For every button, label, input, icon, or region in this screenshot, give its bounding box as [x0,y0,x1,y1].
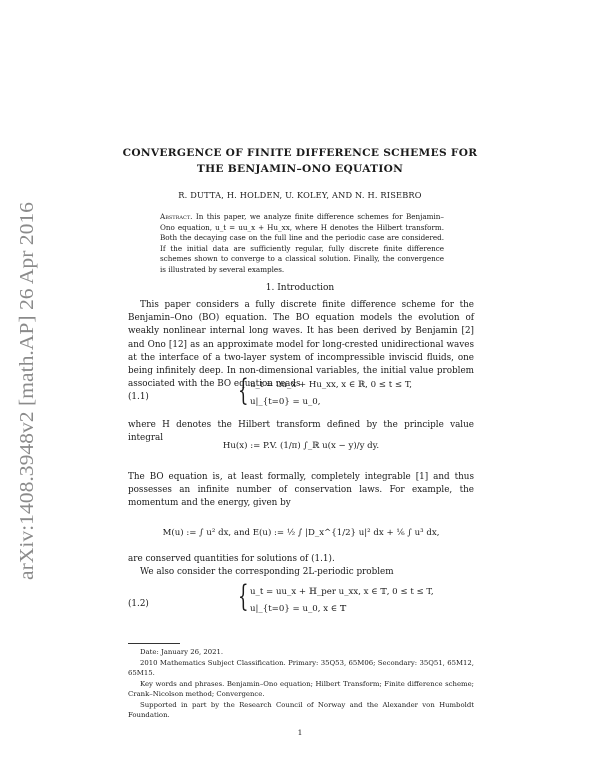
equation-1-1-line-2: u|_{t=0} = u_0, [250,397,321,407]
paper-title [100,145,500,177]
arxiv-stamp [6,200,42,580]
abstract-text: In this paper, we analyze finite difference schemes for Benjamin–Ono equation, u_t = uu_x + Hu_xx, where H denotes the Hilbert transform. Both the decaying case on the full line and the periodic case are considered. If the initial data are sufficiently regular, fully discrete finite difference schemes shown to converge to a classical solution. Finally, the convergence is illustrated by several examples. [160,212,444,274]
arxiv-stamp-svg [6,200,42,580]
footnote-rule [128,643,180,644]
footnote-msc: 2010 Mathematics Subject Classification. Primary: 35Q53, 65M06; Secondary: 35Q51, 65M12, 65M15. [128,659,474,677]
paragraph-conservation: The BO equation is, at least formally, completely integrable [1] and thus possesses an infinite number of conservation laws. For example, the momentum and the energy, given by [128,472,474,509]
arxiv-stamp-text: arXiv:1408.3948v2 [math.AP] 26 Apr 2016 [17,238,38,580]
equation-number-1-2: (1.2) [128,599,149,609]
title-line-1: CONVERGENCE OF FINITE DIFFERENCE SCHEMES FOR [122,147,478,159]
footnote-keywords: Key words and phrases. Benjamin–Ono equation; Hilbert Transform; Finite difference scheme; Crank–Nicolson method; Convergence. [128,680,474,698]
equation-hilbert: Hu(x) := P.V. (1/π) ∫_ℝ u(x − y)/y dy. [222,441,380,451]
paragraph-periodic: We also consider the corresponding 2L-periodic problem [140,567,394,577]
equation-conserved: M(u) := ∫ u² dx, and E(u) := ½ ∫ |D_x^{1/2} u|² dx + ⅙ ∫ u³ dx, [162,528,440,538]
equation-brace-1-1: { [238,373,249,408]
equation-1-2-line-1: u_t = uu_x + ℍ_per u_xx, x ∈ 𝕋, 0 ≤ t ≤ T, [250,587,434,597]
footnote-support: Supported in part by the Research Council of Norway and the Alexander von Humboldt Foundation. [128,701,474,719]
equation-number-1-1: (1.1) [128,392,149,402]
abstract-label: Abstract. [160,212,193,221]
equation-brace-1-2: { [238,579,249,614]
title-line-2: THE BENJAMIN–ONO EQUATION [196,163,404,175]
section-title: 1. Introduction [265,283,335,293]
paragraph-conserved-quantities: are conserved quantities for solutions of (1.1). [128,554,335,564]
equation-1-2-line-2: u|_{t=0} = u_0, x ∈ 𝕋 [250,604,347,614]
authors: R. DUTTA, H. HOLDEN, U. KOLEY, AND N. H. RISEBRO [178,190,422,200]
abstract [160,212,444,276]
paragraph-intro: This paper considers a fully discrete finite difference scheme for the Benjamin–Ono (BO) equation. The BO equation models the evolution of weakly nonlinear internal long waves. It has been derived by Benjamin [2] and Ono [12] as an approximate model for long-crested unidirectional waves at the interface of a two-layer system of incompressible inviscid fluids, one being infinitely deep. In non-dimensional variables, the initial value problem associated with the BO equation reads [128,300,474,390]
page-number: 1 [297,728,303,737]
equation-1-1-line-1: u_t = uu_x + Hu_xx, x ∈ ℝ, 0 ≤ t ≤ T, [250,380,413,390]
footnote-date: Date: January 26, 2021. [140,648,224,656]
paragraph-hilbert: where H denotes the Hilbert transform defined by the principle value integral [128,420,474,444]
